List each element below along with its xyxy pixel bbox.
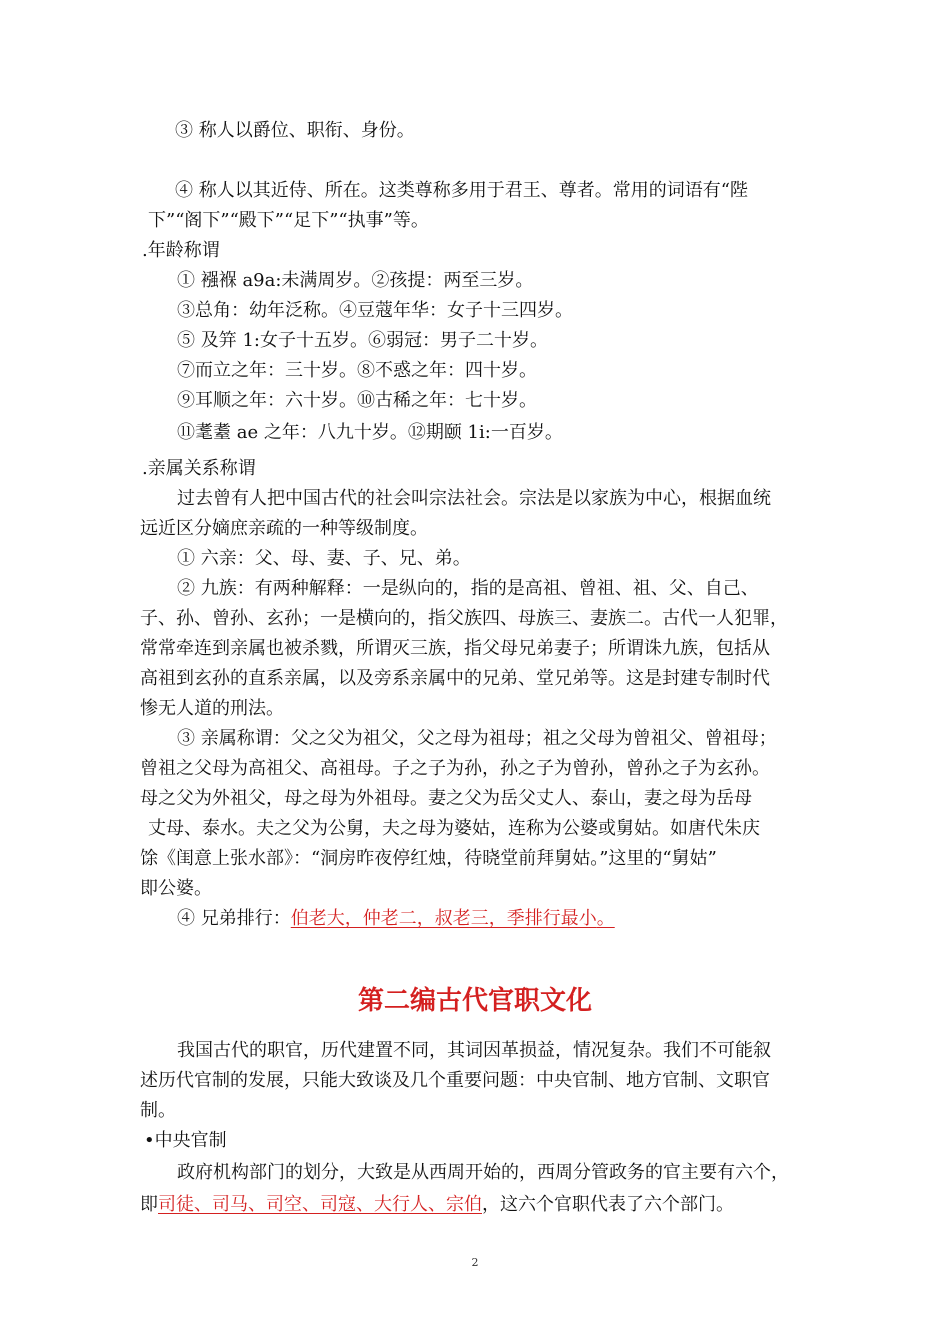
text-line: 母之父为外祖父，母之母为外祖母。妻之父为岳父丈人、泰山，妻之母为岳母 [140,788,752,809]
officials-suffix: ，这六个官职代表了六个部门。 [482,1194,734,1215]
text-line: ⑤ 及笄 1:女子十五岁。⑥弱冠：男子二十岁。 [177,330,548,351]
text-line: 高祖到玄孙的直系亲属，以及旁系亲属中的兄弟、堂兄弟等。这是封建专制时代 [140,668,770,689]
officials-highlight: 司徒、司马、司空、司寇、大行人、宗伯 [158,1194,482,1215]
text-line: 过去曾有人把中国古代的社会叫宗法社会。宗法是以家族为中心，根据血统 [177,488,771,509]
text-line: 常常牵连到亲属也被杀戮，所谓灭三族，指父母兄弟妻子；所谓诛九族，包括从 [140,638,770,659]
section-label: •中央官制 [144,1130,227,1151]
text-line: 丈母、泰水。夫之父为公舅，夫之母为婆姑，连称为公婆或舅姑。如唐代朱庆 [148,818,760,839]
text-line: ④ 称人以其近侍、所在。这类尊称多用于君王、尊者。常用的词语有“陛 [175,180,748,201]
text-line: 馀《闺意上张水部》：“洞房昨夜停红烛，待晓堂前拜舅姑。”这里的“舅姑” [140,848,717,869]
text-line: ③ 亲属称谓：父之父为祖父，父之母为祖母；祖之父母为曾祖父、曾祖母； [177,728,777,749]
text-line: 子、孙、曾孙、玄孙；一是横向的，指父族四、母族三、妻族二。古代一人犯罪， [140,608,788,629]
text-line: 下”“阁下”“殿下”“足下”“执事”等。 [148,210,429,231]
officials-line [140,1192,734,1218]
text-line: ⑨耳顺之年：六十岁。⑩古稀之年：七十岁。 [177,390,537,411]
text-line: ① 六亲：父、母、妻、子、兄、弟。 [177,548,471,569]
officials-prefix: 即 [140,1194,158,1215]
brothers-suffix: 。 [596,908,615,929]
text-line: 述历代官制的发展，只能大致谈及几个重要问题：中央官制、地方官制、文职官 [140,1070,770,1091]
text-line: ① 襁褓 a9a:未满周岁。②孩提：两至三岁。 [177,270,534,291]
text-line: ③ 称人以爵位、职衔、身份。 [175,120,415,141]
text-line: ③总角：幼年泛称。④豆蔻年华：女子十三四岁。 [177,300,573,321]
text-line: 曾祖之父母为高祖父、高祖母。子之子为孙，孙之子为曾孙，曾孙之子为玄孙。 [140,758,770,779]
brothers-highlight: 伯老大，仲老二，叔老三，季排行最小 [290,908,597,929]
text-line: ⑪耄耋 ae 之年：八九十岁。⑫期颐 1i:一百岁。 [177,422,563,443]
page-number: 2 [471,1256,479,1269]
chapter-heading: 第二编古代官职文化 [357,986,592,1016]
brothers-prefix: ④ 兄弟排行： [177,908,291,929]
text-line: ② 九族：有两种解释：一是纵向的，指的是高祖、曾祖、祖、父、自己、 [177,578,759,599]
text-line: ⑦而立之年：三十岁。⑧不惑之年：四十岁。 [177,360,537,381]
section-label: .年龄称谓 [142,240,220,261]
text-line: 制。 [140,1100,176,1121]
text-line: 政府机构部门的划分，大致是从西周开始的，西周分管政务的官主要有六个， [177,1162,789,1183]
text-line: 远近区分嫡庶亲疏的一种等级制度。 [140,518,428,539]
text-line: 惨无人道的刑法。 [140,698,284,719]
section-label: .亲属关系称谓 [142,458,256,479]
brothers-ranking-line [177,906,615,932]
text-line: 我国古代的职官，历代建置不同，其词因革损益，情况复杂。我们不可能叙 [177,1040,771,1061]
text-line: 即公婆。 [140,878,212,899]
